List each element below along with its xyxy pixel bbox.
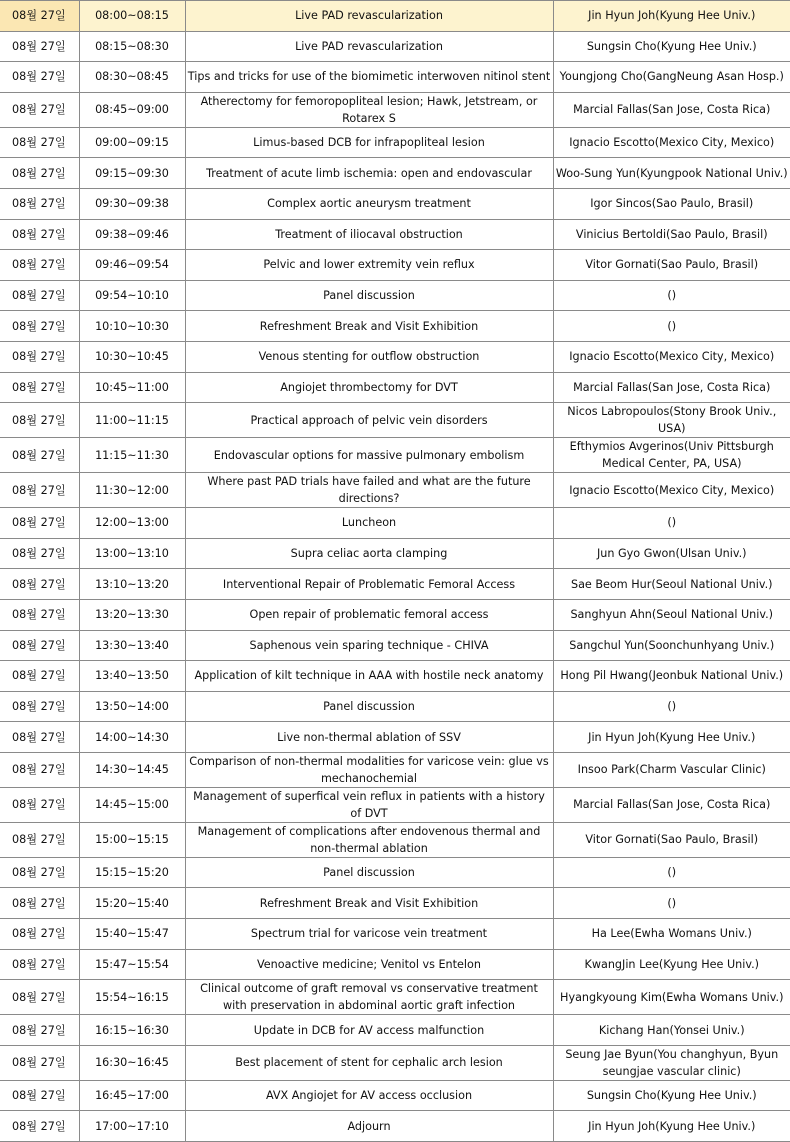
table-row: [0, 31, 790, 62]
date-cell: 08월 27일: [0, 569, 79, 600]
speaker-cell: KwangJin Lee(Kyung Hee Univ.): [553, 949, 790, 980]
date-cell: 08월 27일: [0, 508, 79, 539]
time-cell: 16:15~16:30: [79, 1015, 185, 1046]
table-row: [0, 341, 790, 372]
title-cell: Limus-based DCB for infrapopliteal lesion: [185, 127, 553, 158]
title-cell: AVX Angiojet for AV access occlusion: [185, 1080, 553, 1111]
schedule-body: [0, 1, 790, 1142]
date-cell: 08월 27일: [0, 888, 79, 919]
time-cell: 11:00~11:15: [79, 403, 185, 438]
time-cell: 13:40~13:50: [79, 661, 185, 692]
date-cell: 08월 27일: [0, 722, 79, 753]
table-row: [0, 569, 790, 600]
date-cell: 08월 27일: [0, 158, 79, 189]
speaker-cell: Igor Sincos(Sao Paulo, Brasil): [553, 188, 790, 219]
title-cell: Interventional Repair of Problematic Femoral Access: [185, 569, 553, 600]
title-cell: Live PAD revascularization: [185, 1, 553, 32]
table-row: [0, 691, 790, 722]
speaker-cell: Woo-Sung Yun(Kyungpook National Univ.): [553, 158, 790, 189]
time-cell: 08:45~09:00: [79, 92, 185, 127]
table-row: [0, 158, 790, 189]
speaker-cell: (): [553, 691, 790, 722]
date-cell: 08월 27일: [0, 1111, 79, 1142]
title-cell: Comparison of non-thermal modalities for varicose vein: glue vs mechanochemial: [185, 752, 553, 787]
time-cell: 08:30~08:45: [79, 62, 185, 93]
time-cell: 15:40~15:47: [79, 919, 185, 950]
speaker-cell: Ignacio Escotto(Mexico City, Mexico): [553, 127, 790, 158]
title-cell: Refreshment Break and Visit Exhibition: [185, 311, 553, 342]
title-cell: Treatment of acute limb ischemia: open and endovascular: [185, 158, 553, 189]
date-cell: 08월 27일: [0, 691, 79, 722]
speaker-cell: Seung Jae Byun(You changhyun, Byun seungjae vascular clinic): [553, 1045, 790, 1080]
speaker-cell: (): [553, 280, 790, 311]
date-cell: 08월 27일: [0, 538, 79, 569]
title-cell: Endovascular options for massive pulmonary embolism: [185, 438, 553, 473]
title-cell: Practical approach of pelvic vein disorders: [185, 403, 553, 438]
time-cell: 09:38~09:46: [79, 219, 185, 250]
table-row: [0, 822, 790, 857]
date-cell: 08월 27일: [0, 92, 79, 127]
table-row: [0, 1045, 790, 1080]
speaker-cell: Insoo Park(Charm Vascular Clinic): [553, 752, 790, 787]
time-cell: 08:00~08:15: [79, 1, 185, 32]
title-cell: Panel discussion: [185, 280, 553, 311]
date-cell: 08월 27일: [0, 219, 79, 250]
speaker-cell: Hong Pil Hwang(Jeonbuk National Univ.): [553, 661, 790, 692]
title-cell: Tips and tricks for use of the biomimetic interwoven nitinol stent: [185, 62, 553, 93]
title-cell: Spectrum trial for varicose vein treatment: [185, 919, 553, 950]
time-cell: 14:00~14:30: [79, 722, 185, 753]
table-row: [0, 250, 790, 281]
title-cell: Live PAD revascularization: [185, 31, 553, 62]
table-row: [0, 372, 790, 403]
date-cell: 08월 27일: [0, 787, 79, 822]
speaker-cell: Marcial Fallas(San Jose, Costa Rica): [553, 372, 790, 403]
speaker-cell: Marcial Fallas(San Jose, Costa Rica): [553, 92, 790, 127]
title-cell: Best placement of stent for cephalic arch lesion: [185, 1045, 553, 1080]
date-cell: 08월 27일: [0, 857, 79, 888]
speaker-cell: Youngjong Cho(GangNeung Asan Hosp.): [553, 62, 790, 93]
table-row: [0, 857, 790, 888]
title-cell: Treatment of iliocaval obstruction: [185, 219, 553, 250]
date-cell: 08월 27일: [0, 372, 79, 403]
date-cell: 08월 27일: [0, 62, 79, 93]
speaker-cell: Vitor Gornati(Sao Paulo, Brasil): [553, 822, 790, 857]
table-row: [0, 1111, 790, 1142]
title-cell: Refreshment Break and Visit Exhibition: [185, 888, 553, 919]
table-row: [0, 473, 790, 508]
speaker-cell: Efthymios Avgerinos(Univ Pittsburgh Medical Center, PA, USA): [553, 438, 790, 473]
table-row: [0, 752, 790, 787]
speaker-cell: Sangchul Yun(Soonchunhyang Univ.): [553, 630, 790, 661]
table-row: [0, 630, 790, 661]
speaker-cell: Hyangkyoung Kim(Ewha Womans Univ.): [553, 980, 790, 1015]
date-cell: 08월 27일: [0, 250, 79, 281]
date-cell: 08월 27일: [0, 311, 79, 342]
table-row: [0, 92, 790, 127]
date-cell: 08월 27일: [0, 473, 79, 508]
time-cell: 13:00~13:10: [79, 538, 185, 569]
table-row: [0, 1015, 790, 1046]
title-cell: Update in DCB for AV access malfunction: [185, 1015, 553, 1046]
time-cell: 14:45~15:00: [79, 787, 185, 822]
time-cell: 11:30~12:00: [79, 473, 185, 508]
speaker-cell: (): [553, 311, 790, 342]
table-row: [0, 599, 790, 630]
table-row: [0, 888, 790, 919]
time-cell: 17:00~17:10: [79, 1111, 185, 1142]
table-row: [0, 949, 790, 980]
date-cell: 08월 27일: [0, 919, 79, 950]
table-row: [0, 980, 790, 1015]
speaker-cell: (): [553, 857, 790, 888]
speaker-cell: Ha Lee(Ewha Womans Univ.): [553, 919, 790, 950]
time-cell: 15:00~15:15: [79, 822, 185, 857]
title-cell: Venous stenting for outflow obstruction: [185, 341, 553, 372]
table-row: [0, 311, 790, 342]
time-cell: 16:45~17:00: [79, 1080, 185, 1111]
table-row: [0, 538, 790, 569]
table-row: [0, 127, 790, 158]
time-cell: 10:45~11:00: [79, 372, 185, 403]
title-cell: Open repair of problematic femoral access: [185, 599, 553, 630]
time-cell: 09:54~10:10: [79, 280, 185, 311]
time-cell: 14:30~14:45: [79, 752, 185, 787]
time-cell: 13:10~13:20: [79, 569, 185, 600]
title-cell: Management of superfical vein reflux in patients with a history of DVT: [185, 787, 553, 822]
date-cell: 08월 27일: [0, 949, 79, 980]
title-cell: Complex aortic aneurysm treatment: [185, 188, 553, 219]
speaker-cell: (): [553, 888, 790, 919]
date-cell: 08월 27일: [0, 822, 79, 857]
speaker-cell: Jin Hyun Joh(Kyung Hee Univ.): [553, 1, 790, 32]
time-cell: 13:50~14:00: [79, 691, 185, 722]
speaker-cell: Jun Gyo Gwon(Ulsan Univ.): [553, 538, 790, 569]
table-row: [0, 219, 790, 250]
table-row: [0, 722, 790, 753]
time-cell: 09:00~09:15: [79, 127, 185, 158]
title-cell: Live non-thermal ablation of SSV: [185, 722, 553, 753]
table-row: [0, 280, 790, 311]
title-cell: Management of complications after endovenous thermal and non-thermal ablation: [185, 822, 553, 857]
speaker-cell: Sanghyun Ahn(Seoul National Univ.): [553, 599, 790, 630]
speaker-cell: Vinicius Bertoldi(Sao Paulo, Brasil): [553, 219, 790, 250]
date-cell: 08월 27일: [0, 403, 79, 438]
time-cell: 09:46~09:54: [79, 250, 185, 281]
speaker-cell: Marcial Fallas(San Jose, Costa Rica): [553, 787, 790, 822]
speaker-cell: Jin Hyun Joh(Kyung Hee Univ.): [553, 1111, 790, 1142]
title-cell: Panel discussion: [185, 691, 553, 722]
time-cell: 10:10~10:30: [79, 311, 185, 342]
speaker-cell: Ignacio Escotto(Mexico City, Mexico): [553, 341, 790, 372]
speaker-cell: Sungsin Cho(Kyung Hee Univ.): [553, 1080, 790, 1111]
date-cell: 08월 27일: [0, 1015, 79, 1046]
time-cell: 13:30~13:40: [79, 630, 185, 661]
date-cell: 08월 27일: [0, 630, 79, 661]
time-cell: 10:30~10:45: [79, 341, 185, 372]
time-cell: 15:47~15:54: [79, 949, 185, 980]
speaker-cell: Kichang Han(Yonsei Univ.): [553, 1015, 790, 1046]
time-cell: 12:00~13:00: [79, 508, 185, 539]
speaker-cell: Sae Beom Hur(Seoul National Univ.): [553, 569, 790, 600]
date-cell: 08월 27일: [0, 1, 79, 32]
table-row: [0, 62, 790, 93]
time-cell: 11:15~11:30: [79, 438, 185, 473]
table-row: [0, 1, 790, 32]
date-cell: 08월 27일: [0, 1080, 79, 1111]
time-cell: 15:54~16:15: [79, 980, 185, 1015]
title-cell: Pelvic and lower extremity vein reflux: [185, 250, 553, 281]
date-cell: 08월 27일: [0, 438, 79, 473]
table-row: [0, 1080, 790, 1111]
table-row: [0, 403, 790, 438]
time-cell: 15:15~15:20: [79, 857, 185, 888]
table-row: [0, 787, 790, 822]
title-cell: Adjourn: [185, 1111, 553, 1142]
date-cell: 08월 27일: [0, 341, 79, 372]
title-cell: Panel discussion: [185, 857, 553, 888]
speaker-cell: Vitor Gornati(Sao Paulo, Brasil): [553, 250, 790, 281]
speaker-cell: Nicos Labropoulos(Stony Brook Univ., USA): [553, 403, 790, 438]
title-cell: Supra celiac aorta clamping: [185, 538, 553, 569]
speaker-cell: Jin Hyun Joh(Kyung Hee Univ.): [553, 722, 790, 753]
title-cell: Saphenous vein sparing technique - CHIVA: [185, 630, 553, 661]
date-cell: 08월 27일: [0, 752, 79, 787]
time-cell: 16:30~16:45: [79, 1045, 185, 1080]
date-cell: 08월 27일: [0, 188, 79, 219]
title-cell: Where past PAD trials have failed and what are the future directions?: [185, 473, 553, 508]
date-cell: 08월 27일: [0, 661, 79, 692]
date-cell: 08월 27일: [0, 31, 79, 62]
table-row: [0, 508, 790, 539]
table-row: [0, 661, 790, 692]
speaker-cell: Sungsin Cho(Kyung Hee Univ.): [553, 31, 790, 62]
time-cell: 09:30~09:38: [79, 188, 185, 219]
date-cell: 08월 27일: [0, 599, 79, 630]
speaker-cell: (): [553, 508, 790, 539]
date-cell: 08월 27일: [0, 280, 79, 311]
time-cell: 15:20~15:40: [79, 888, 185, 919]
date-cell: 08월 27일: [0, 980, 79, 1015]
title-cell: Luncheon: [185, 508, 553, 539]
time-cell: 09:15~09:30: [79, 158, 185, 189]
date-cell: 08월 27일: [0, 1045, 79, 1080]
title-cell: Clinical outcome of graft removal vs conservative treatment with preservation in abdominal aortic graft infection: [185, 980, 553, 1015]
title-cell: Venoactive medicine; Venitol vs Entelon: [185, 949, 553, 980]
title-cell: Angiojet thrombectomy for DVT: [185, 372, 553, 403]
time-cell: 08:15~08:30: [79, 31, 185, 62]
table-row: [0, 919, 790, 950]
date-cell: 08월 27일: [0, 127, 79, 158]
time-cell: 13:20~13:30: [79, 599, 185, 630]
title-cell: Application of kilt technique in AAA with hostile neck anatomy: [185, 661, 553, 692]
speaker-cell: Ignacio Escotto(Mexico City, Mexico): [553, 473, 790, 508]
table-row: [0, 188, 790, 219]
table-row: [0, 438, 790, 473]
title-cell: Atherectomy for femoropopliteal lesion; Hawk, Jetstream, or Rotarex S: [185, 92, 553, 127]
